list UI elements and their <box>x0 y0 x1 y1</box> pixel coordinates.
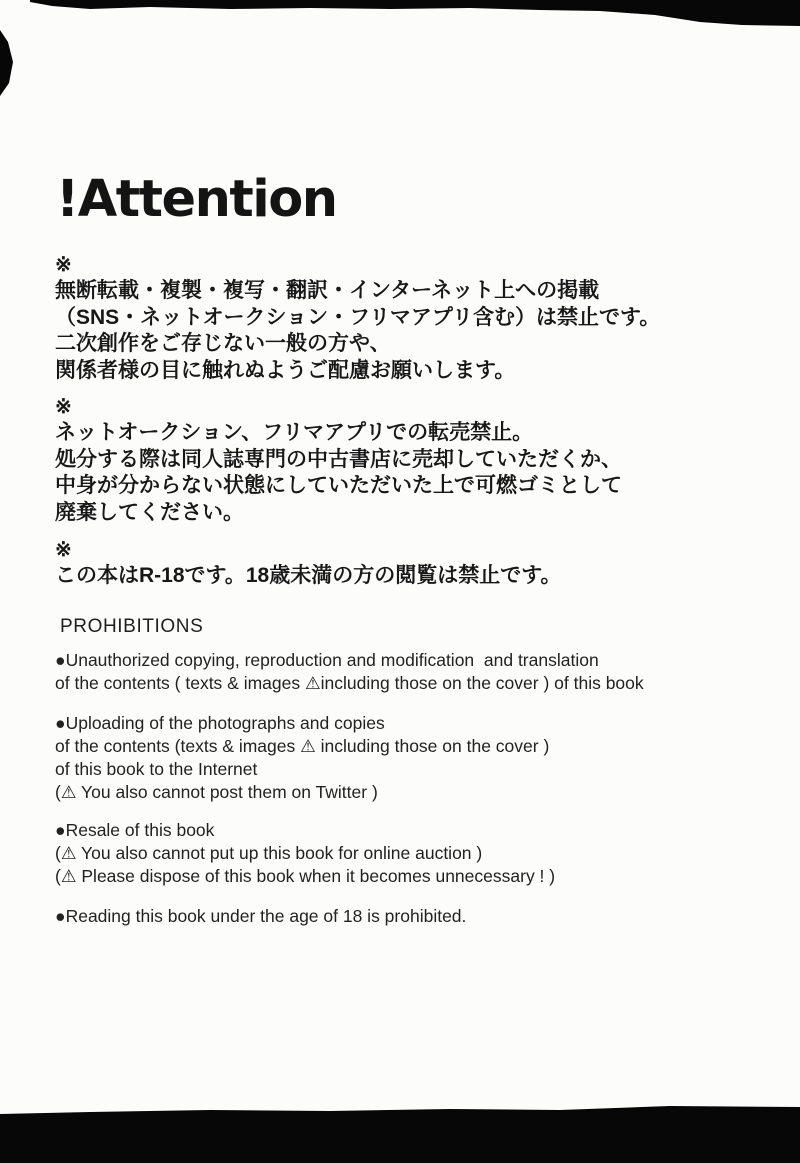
text-line: 廃棄してください。 <box>55 500 244 524</box>
prohibition-item-resale <box>55 819 555 888</box>
prohibition-item-uploading <box>55 712 549 804</box>
notice-section-ja-1 <box>55 252 660 384</box>
page-title: !Attention <box>56 170 337 229</box>
text-line: ●Unauthorized copying, reproduction and modification and translation <box>55 650 599 670</box>
prohibition-item-copying <box>55 649 644 695</box>
reference-mark: ※ <box>55 254 72 276</box>
text-line: 中身が分からない状態にしていただいた上で可燃ゴミとして <box>55 474 622 497</box>
text-line: この本はR-18です。18歳未満の方の閲覧は禁止です。 <box>55 564 562 587</box>
text-line: ネットオークション、フリマアプリでの転売禁止。 <box>55 421 534 444</box>
text-line: （SNS・ネットオークション・フリマアプリ含む）は禁止です。 <box>55 305 661 329</box>
text-line: ●Uploading of the photographs and copies <box>55 713 385 733</box>
prohibition-item-age <box>55 905 466 928</box>
scan-artifact-left-edge <box>0 28 16 98</box>
text-line: (⚠ Please dispose of this book when it becomes unnecessary ! ) <box>55 866 556 886</box>
notice-section-ja-3 <box>55 537 562 590</box>
text-line: 二次創作をご存じない一般の方や、 <box>55 332 391 355</box>
prohibitions-heading: PROHIBITIONS <box>60 616 204 637</box>
scan-artifact-bottom-edge <box>0 1102 800 1163</box>
text-line: (⚠ You also cannot post them on Twitter ) <box>55 782 378 802</box>
text-line: 関係者様の目に触れぬようご配慮お願いします。 <box>55 358 516 382</box>
notice-section-ja-2 <box>55 394 622 526</box>
text-line: of the contents (texts & images ⚠ including those on the cover ) <box>55 736 550 756</box>
text-line: ●Reading this book under the age of 18 is prohibited. <box>55 906 467 926</box>
reference-mark: ※ <box>55 539 72 561</box>
text-line: of this book to the Internet <box>55 759 258 779</box>
text-line: 処分する際は同人誌専門の中古書店に売却していただくか、 <box>55 447 622 471</box>
text-line: ●Resale of this book <box>55 820 215 840</box>
text-line: 無断転載・複製・複写・翻訳・インターネット上への掲載 <box>55 279 600 302</box>
text-line: (⚠ You also cannot put up this book for online auction ) <box>55 843 483 863</box>
text-line: of the contents ( texts & images ⚠including those on the cover ) of this book <box>55 673 644 693</box>
reference-mark: ※ <box>55 396 72 418</box>
scan-artifact-top-edge <box>0 0 800 28</box>
